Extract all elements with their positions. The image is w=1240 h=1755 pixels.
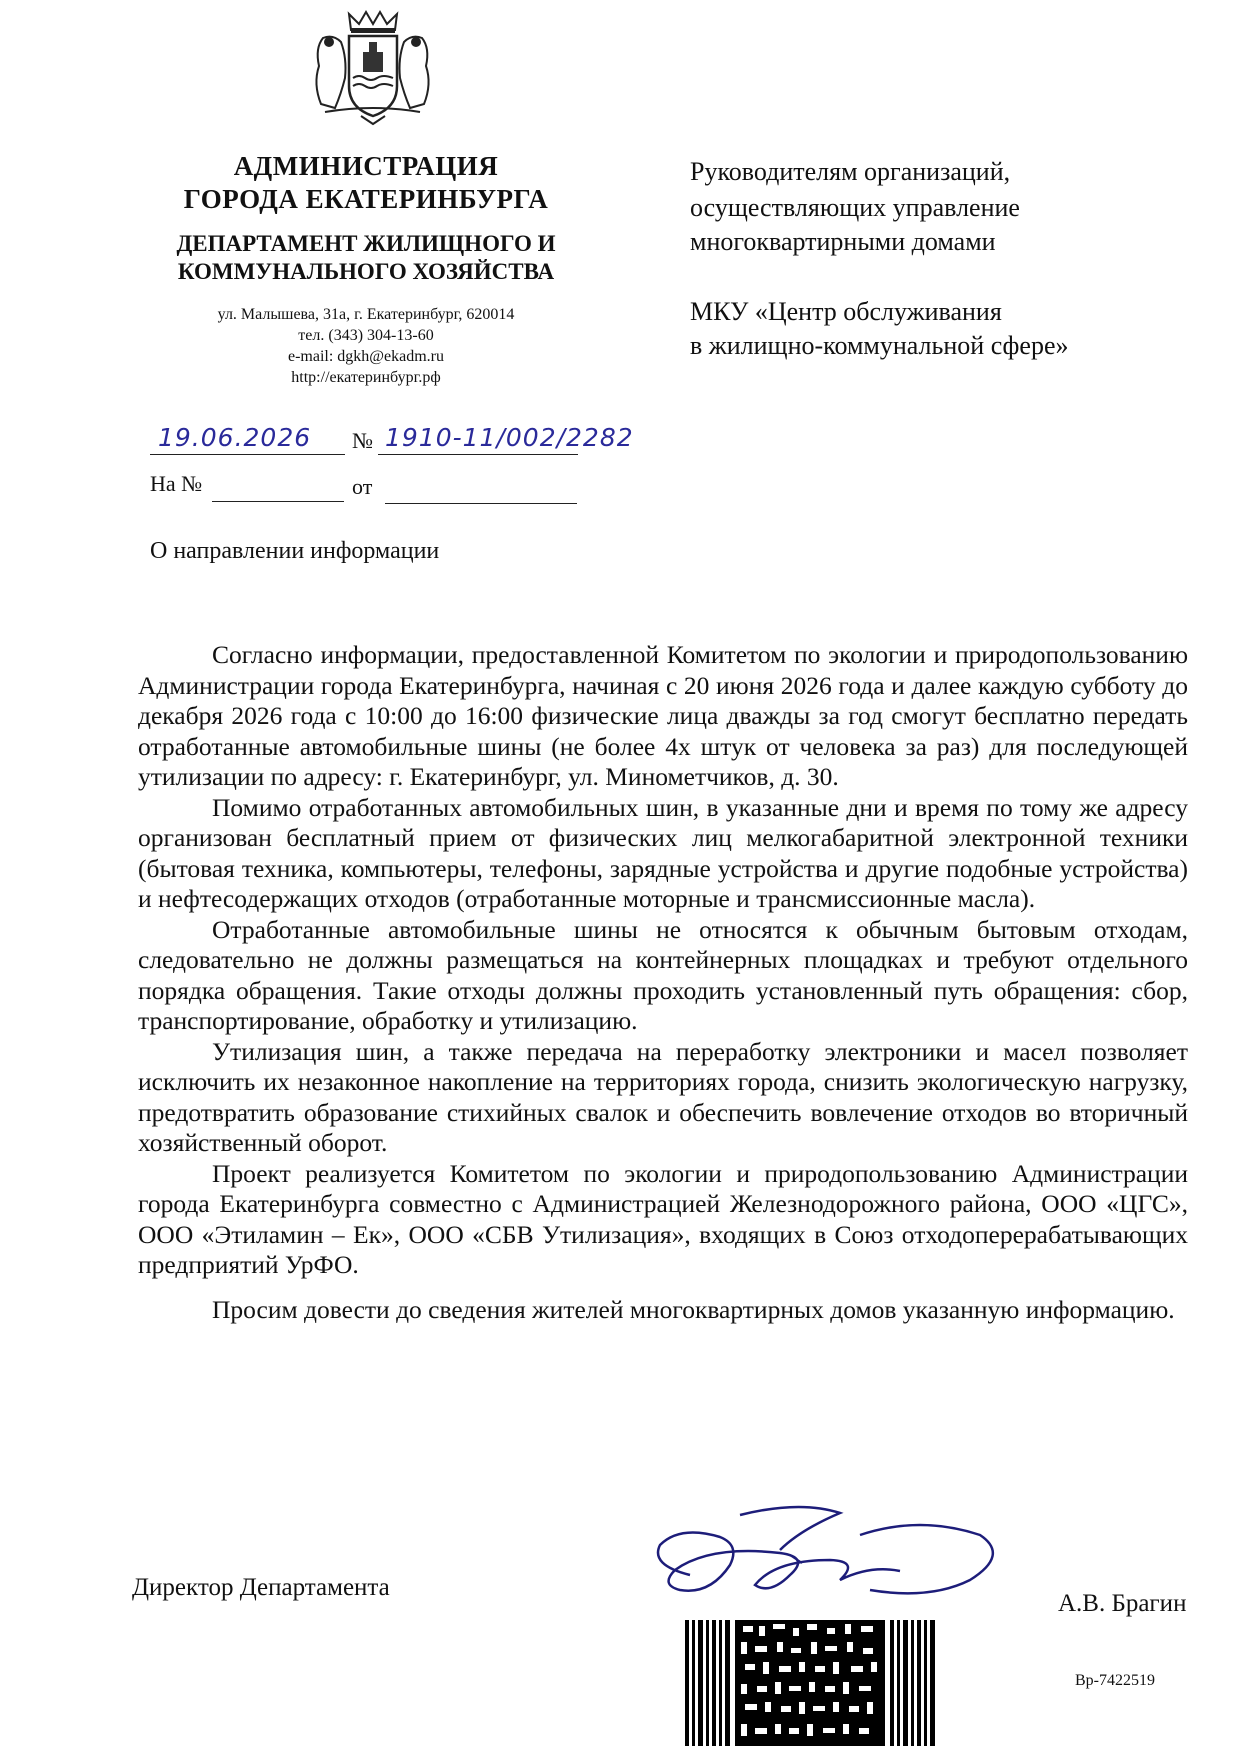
department-line2: КОММУНАЛЬНОГО ХОЗЯЙСТВА [177, 259, 555, 284]
document-code: Вр-7422519 [1075, 1672, 1155, 1689]
org-title-line1: АДМИНИСТРАЦИЯ [233, 151, 499, 181]
registration-date: 19.06.2026 [158, 423, 312, 452]
addressee-line2: осуществляющих управление [690, 193, 1020, 222]
ref-number-label: На № [150, 471, 203, 496]
ref-from-label: от [352, 474, 373, 499]
addressee-line3: многоквартирными домами [690, 227, 996, 256]
letter-subject: О направлении информации [150, 538, 440, 564]
org-title-line2: ГОРОДА ЕКАТЕРИНБУРГА [183, 184, 549, 214]
body-paragraph-4: Утилизация шин, а также передача на переработку электроники и масел позволяет исключить их незаконное накопление на территориях города, снизить экологическую нагрузку, предотвратить образование стихийных свалок и обеспечить вовлечение отходов во вторичный хозяйственный оборот. [138, 1036, 1188, 1157]
website-text: http://екатеринбург.рф [291, 369, 441, 386]
ref-from-underline [385, 503, 577, 504]
body-paragraph-2: Помимо отработанных автомобильных шин, в указанные дни и время по тому же адресу организован бесплатный прием от физических лиц мелкогабаритной электронной техники (бытовая техника, компьютеры, телефоны, зарядные устройства и другие подобные устройства) и нефтесодержащих отходов (отработанные моторные и трансмиссионные масла). [138, 792, 1188, 913]
signatory-name: А.В. Брагин [1058, 1590, 1187, 1617]
department-line1: ДЕПАРТАМЕНТ ЖИЛИЩНОГО И [176, 231, 556, 256]
document-barcode [685, 1620, 937, 1746]
phone-text: тел. (343) 304-13-60 [298, 327, 434, 344]
letter-body [138, 640, 1188, 1325]
number-label: № [352, 428, 373, 453]
date-underline [150, 454, 345, 455]
email-text: e-mail: dgkh@ekadm.ru [287, 348, 445, 365]
number-underline [378, 454, 578, 455]
coat-of-arms-emblem [305, 8, 440, 128]
address-text: ул. Малышева, 31а, г. Екатеринбург, 620014 [217, 306, 515, 323]
addressee-line1: Руководителям организаций, [690, 157, 1011, 186]
addressee-line4: МКУ «Центр обслуживания [690, 297, 1002, 326]
registration-number: 1910-11/002/2282 [385, 423, 634, 452]
body-paragraph-6: Просим довести до сведения жителей многоквартирных домов указанную информацию. [212, 1294, 1175, 1324]
body-paragraph-1: Согласно информации, предоставленной Комитетом по экологии и природопользованию Администрации города Екатеринбурга, начиная с 20 июня 2026 года и далее каждую субботу до декабря 2026 года с 10:00 до 16:00 физические лица дважды за год смогут бесплатно передать отработанные автомобильные шины (не более 4х штук от человека за раз) для последующей утилизации по адресу: г. Екатеринбург, ул. Минометчиков, д. 30. [138, 640, 1188, 791]
signatory-role: Директор Департамента [132, 1574, 390, 1601]
body-paragraph-5: Проект реализуется Комитетом по экологии и природопользованию Администрации города Екатеринбурга совместно с Администрацией Железнодорожного района, ООО «ЦГС», ООО «Этиламин – Ек», ООО «СБВ Утилизация», входящих в Союз отходоперерабатывающих предприятий УрФО. [138, 1158, 1188, 1279]
ref-number-underline [212, 501, 344, 502]
addressee-line5: в жилищно-коммунальной сфере» [690, 331, 1069, 360]
body-paragraph-3: Отработанные автомобильные шины не относятся к обычным бытовым отходам, следовательно не должны размещаться на контейнерных площадках и требуют отдельного порядка обращения. Такие отходы должны проходить установленный путь обращения: сбор, транспортирование, обработку и утилизацию. [138, 914, 1188, 1035]
handwritten-signature [540, 1505, 1010, 1605]
